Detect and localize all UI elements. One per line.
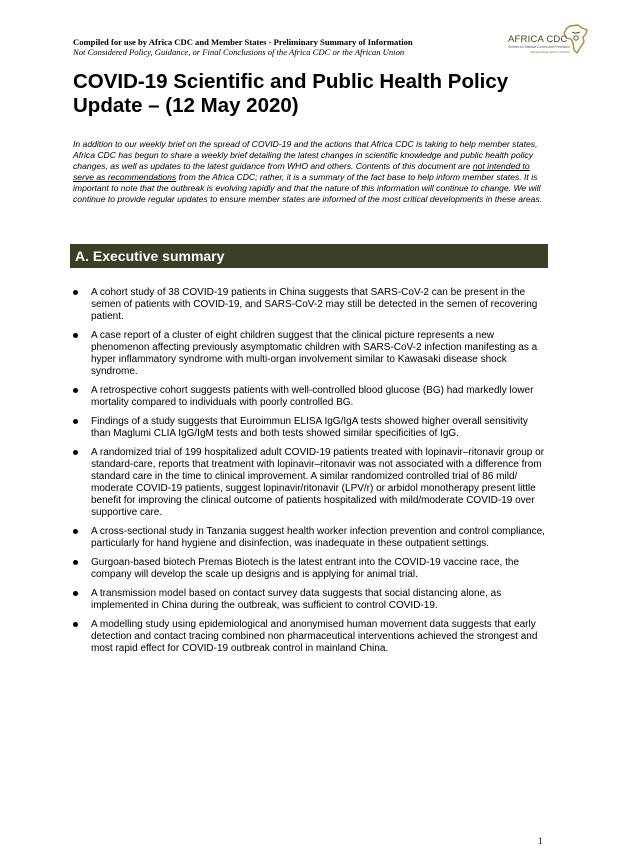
list-item-text: A cross-sectional study in Tanzania suggest health worker infection prevention and control compliance, particularly for hand hygiene and disinfection, was inadequate in these outpatient settings. [91, 526, 545, 549]
section-title: A. Executive summary [75, 248, 225, 264]
intro-text-part1: In addition to our weekly brief on the spread of COVID-19 and the actions that Africa CDC is taking to help member states, Africa CDC has begun to share a weekly brief detailing the latest changes in scientific knowledge and public health policy changes, as well as updates to the latest guidance from WHO and others. Contents of this document are [73, 139, 538, 171]
header-disclaimer-line: Not Considered Policy, Guidance, or Final Conclusions of the Africa CDC or the African Union [73, 47, 405, 57]
list-item-text: A modelling study using epidemiological and anonymised human movement data suggests that early detection and contact tracing combined non pharmaceutical interventions achieved the strongest and most rapid effect for COVID-19 outbreak control in mainland China. [91, 619, 538, 654]
list-item [73, 588, 549, 612]
logo-slogan: Safeguarding Africa's Health [530, 50, 570, 54]
list-item-text: Findings of a study suggests that Euroimmun ELISA IgG/IgA tests showed higher overall sensitivity than Maglumi CLIA IgG/IgM tests and both tests showed similar specificities of IgG. [91, 416, 528, 439]
bullet-icon [73, 290, 78, 295]
bullet-icon [73, 560, 78, 565]
bullet-icon [73, 450, 78, 455]
logo-brand-text: AFRICA CDC [508, 34, 568, 45]
bullet-icon [73, 388, 78, 393]
africa-cdc-logo [508, 24, 592, 58]
list-item [73, 447, 549, 519]
header-compiled-line: Compiled for use by Africa CDC and Member States - Preliminary Summary of Information [73, 37, 413, 47]
list-item-text: A transmission model based on contact survey data suggests that social distancing alone, as implemented in China during the outbreak, was sufficient to control COVID-19. [91, 588, 502, 611]
list-item [73, 416, 549, 440]
section-header-bar [70, 244, 548, 268]
bullet-icon [73, 333, 78, 338]
list-item [73, 619, 549, 655]
list-item-text: A cohort study of 38 COVID-19 patients in China suggests that SARS-CoV-2 can be present in the semen of patients with COVID-19, and SARS-CoV-2 may still be detected in the semen of recovering patient. [91, 287, 538, 322]
page-number: 1 [538, 836, 543, 846]
logo-tagline: Centres for Disease Control and Prevention [508, 45, 570, 49]
intro-paragraph [73, 139, 549, 204]
list-item [73, 287, 549, 323]
executive-summary-list [73, 287, 549, 662]
bullet-icon [73, 591, 78, 596]
list-item [73, 330, 549, 378]
intro-text-part2: from the Africa CDC; rather, it is a summary of the fact base to help inform member states. It is important to note that the outbreak is evolving rapidly and that the nature of this information will continue to change. We will continue to provide regular updates to ensure member states are informed of the most critical developments in these areas. [73, 171, 543, 204]
list-item [73, 385, 549, 409]
list-item-text: Gurgoan-based biotech Premas Biotech is the latest entrant into the COVID-19 vaccine race, the company will develop the scale up designs and is applying for animal trial. [91, 557, 520, 580]
list-item-text: A retrospective cohort suggests patients with well-controlled blood glucose (BG) had markedly lower mortality compared to individuals with poorly controlled BG. [91, 385, 534, 408]
intro-underlined-text: not intended to serve as recommendations [73, 160, 530, 182]
bullet-icon [73, 622, 78, 627]
page-header [73, 37, 493, 57]
document-title: COVID-19 Scientific and Public Health Policy Update – (12 May 2020) [73, 70, 509, 117]
list-item-text: A case report of a cluster of eight children suggest that the clinical picture represents a new phenomenon affecting previously asymptomatic children with SARS-CoV-2 infection manifesting as a hyper inflammatory syndrome with multi-organ involvement similar to Kawasaki disease shock syndrome. [91, 330, 538, 377]
list-item-text: A randomized trial of 199 hospitalized adult COVID-19 patients treated with lopinavir–ritonavir group or standard-care, reports that treatment with lopinavir–ritonavir was not associated with a difference from standard care in the time to clinical improvement. A similar randomized controlled trial of 86 mild/ moderate COVID-19 patients, suggest lopinavir/ritonavir (LPV/r) or arbidol monotherapy present little benefit for improving the clinical outcome of patients hospitalized with mild/moderate COVID-19 over supportive care. [91, 447, 545, 518]
bullet-icon [73, 419, 78, 424]
bullet-icon [73, 529, 78, 534]
list-item [73, 526, 549, 550]
list-item [73, 557, 549, 581]
